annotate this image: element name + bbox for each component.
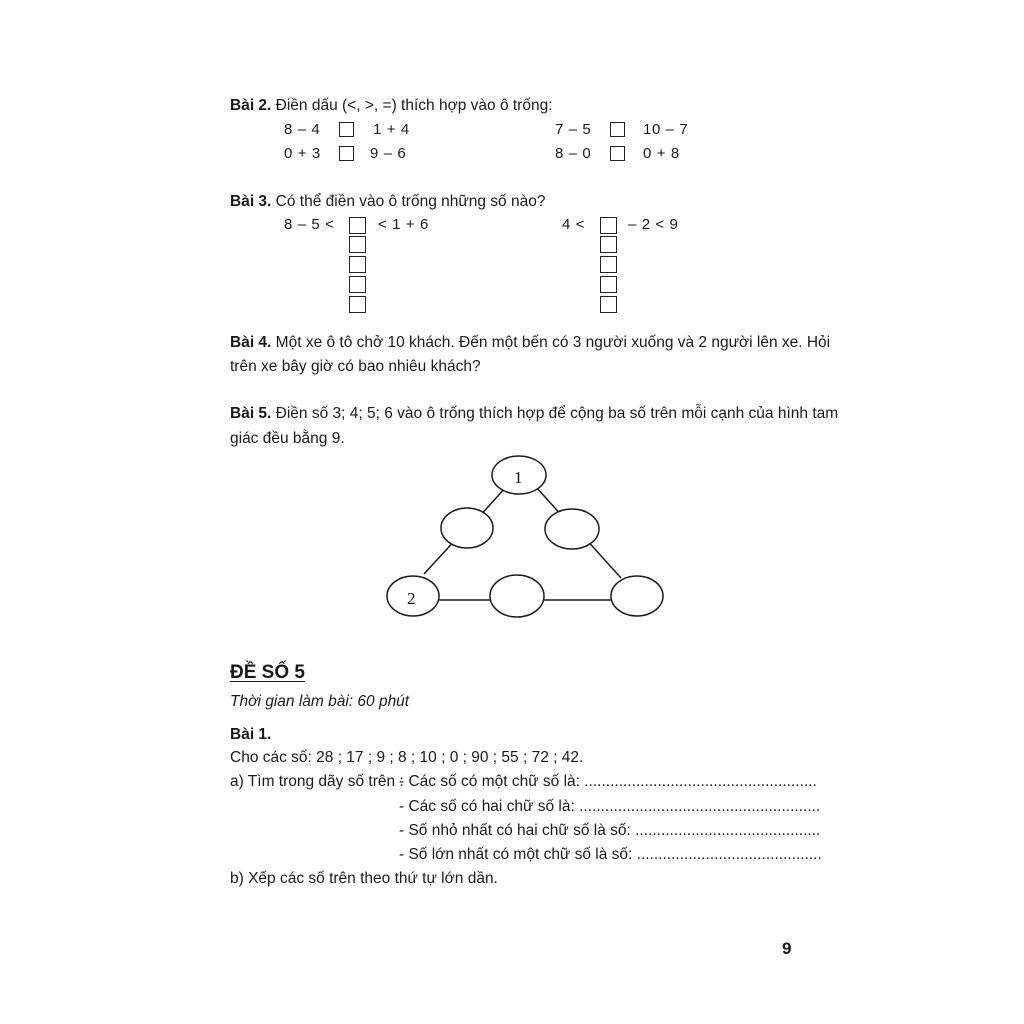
de5-numbers-line: Cho các số: 28 ; 17 ; 9 ; 8 ; 10 ; 0 ; 90 ; 55 ; 72 ; 42. — [230, 749, 584, 766]
node-upper-left[interactable] — [441, 508, 493, 548]
node-bottom-right[interactable] — [611, 576, 663, 616]
bai2-row1-right: 1 + 4 — [373, 121, 410, 138]
de5-a-item-2: - Các số có hai chữ số là: ........................................................ — [399, 798, 821, 815]
bai2-row3-right: 10 – 7 — [643, 121, 689, 138]
bai3-prompt: Có thể điền vào ô trống những số nào? — [275, 193, 546, 210]
de5-a-item-3: - Số nhỏ nhất có hai chữ số là số: ........................................... — [399, 822, 821, 839]
bai2-row2-left: 0 + 3 — [284, 145, 321, 162]
de5-a-item-4: - Số lớn nhất có một chữ số là số: ........................................... — [399, 846, 822, 863]
bai2-answer-box-1[interactable] — [339, 122, 354, 137]
bai3-left-after: < 1 + 6 — [378, 216, 429, 233]
bai2-row4-left: 8 – 0 — [555, 145, 592, 162]
bai2-row3-left: 7 – 5 — [555, 121, 592, 138]
de5-time: Thời gian làm bài: 60 phút — [230, 693, 410, 710]
bai3-left-before: 8 – 5 < — [284, 216, 335, 233]
page-number: 9 — [782, 939, 792, 958]
triangle-diagram — [380, 450, 680, 625]
bai3-label: Bài 3. — [230, 193, 272, 210]
node-upper-right[interactable] — [545, 509, 599, 549]
bai3-left-box-1[interactable] — [349, 217, 366, 234]
de5-part-a-label: a) Tìm trong dãy số trên : — [230, 773, 404, 790]
bai3-left-box-5[interactable] — [349, 296, 366, 313]
bai3-left-box-3[interactable] — [349, 256, 366, 273]
bai3-left-box-4[interactable] — [349, 276, 366, 293]
node-bottom-left-value: 2 — [407, 589, 416, 608]
bai3-right-box-5[interactable] — [600, 296, 617, 313]
bai2-label: Bài 2. — [230, 97, 272, 114]
bai4-text-1: Một xe ô tô chở 10 khách. Đến một bến có 3 người xuống và 2 người lên xe. Hỏi — [275, 334, 831, 351]
de5-title: ĐỀ SỐ 5 — [230, 662, 305, 683]
bai2-answer-box-3[interactable] — [610, 122, 625, 137]
bai2-row4-right: 0 + 8 — [643, 145, 680, 162]
de5-part-b-line: b) Xếp các số trên theo thứ tự lớn dần. — [230, 870, 498, 887]
bai5-line2: giác đều bằng 9. — [230, 430, 345, 447]
bai2-answer-box-2[interactable] — [339, 146, 354, 161]
bai3-right-box-2[interactable] — [600, 236, 617, 253]
bai2-row1-left: 8 – 4 — [284, 121, 321, 138]
bai3-right-before: 4 < — [562, 216, 586, 233]
bai4-line2: trên xe bây giờ có bao nhiêu khách? — [230, 358, 481, 375]
de5-bai1-label: Bài 1. — [230, 726, 272, 743]
bai5-line1 — [230, 404, 838, 424]
node-top-value: 1 — [514, 468, 523, 487]
bai5-text-1: Điền số 3; 4; 5; 6 vào ô trống thích hợp để cộng ba số trên mỗi cạnh của hình tam — [275, 405, 839, 422]
bai2-row2-right: 9 – 6 — [370, 145, 407, 162]
bai3-right-box-3[interactable] — [600, 256, 617, 273]
bai3-right-box-1[interactable] — [600, 217, 617, 234]
bai4-line1 — [230, 333, 830, 353]
bai2-heading — [230, 96, 553, 116]
bai5-label: Bài 5. — [230, 405, 272, 422]
bai3-right-box-4[interactable] — [600, 276, 617, 293]
bai3-left-box-2[interactable] — [349, 236, 366, 253]
bai2-answer-box-4[interactable] — [610, 146, 625, 161]
bai4-label: Bài 4. — [230, 334, 272, 351]
de5-a-item-1: - Các số có một chữ số là: ...................................................... — [399, 773, 817, 790]
bai3-heading — [230, 192, 545, 212]
node-bottom-middle[interactable] — [490, 575, 544, 617]
bai3-right-after: – 2 < 9 — [628, 216, 679, 233]
bai2-prompt: Điền dấu (<, >, =) thích hợp vào ô trống: — [275, 97, 553, 114]
